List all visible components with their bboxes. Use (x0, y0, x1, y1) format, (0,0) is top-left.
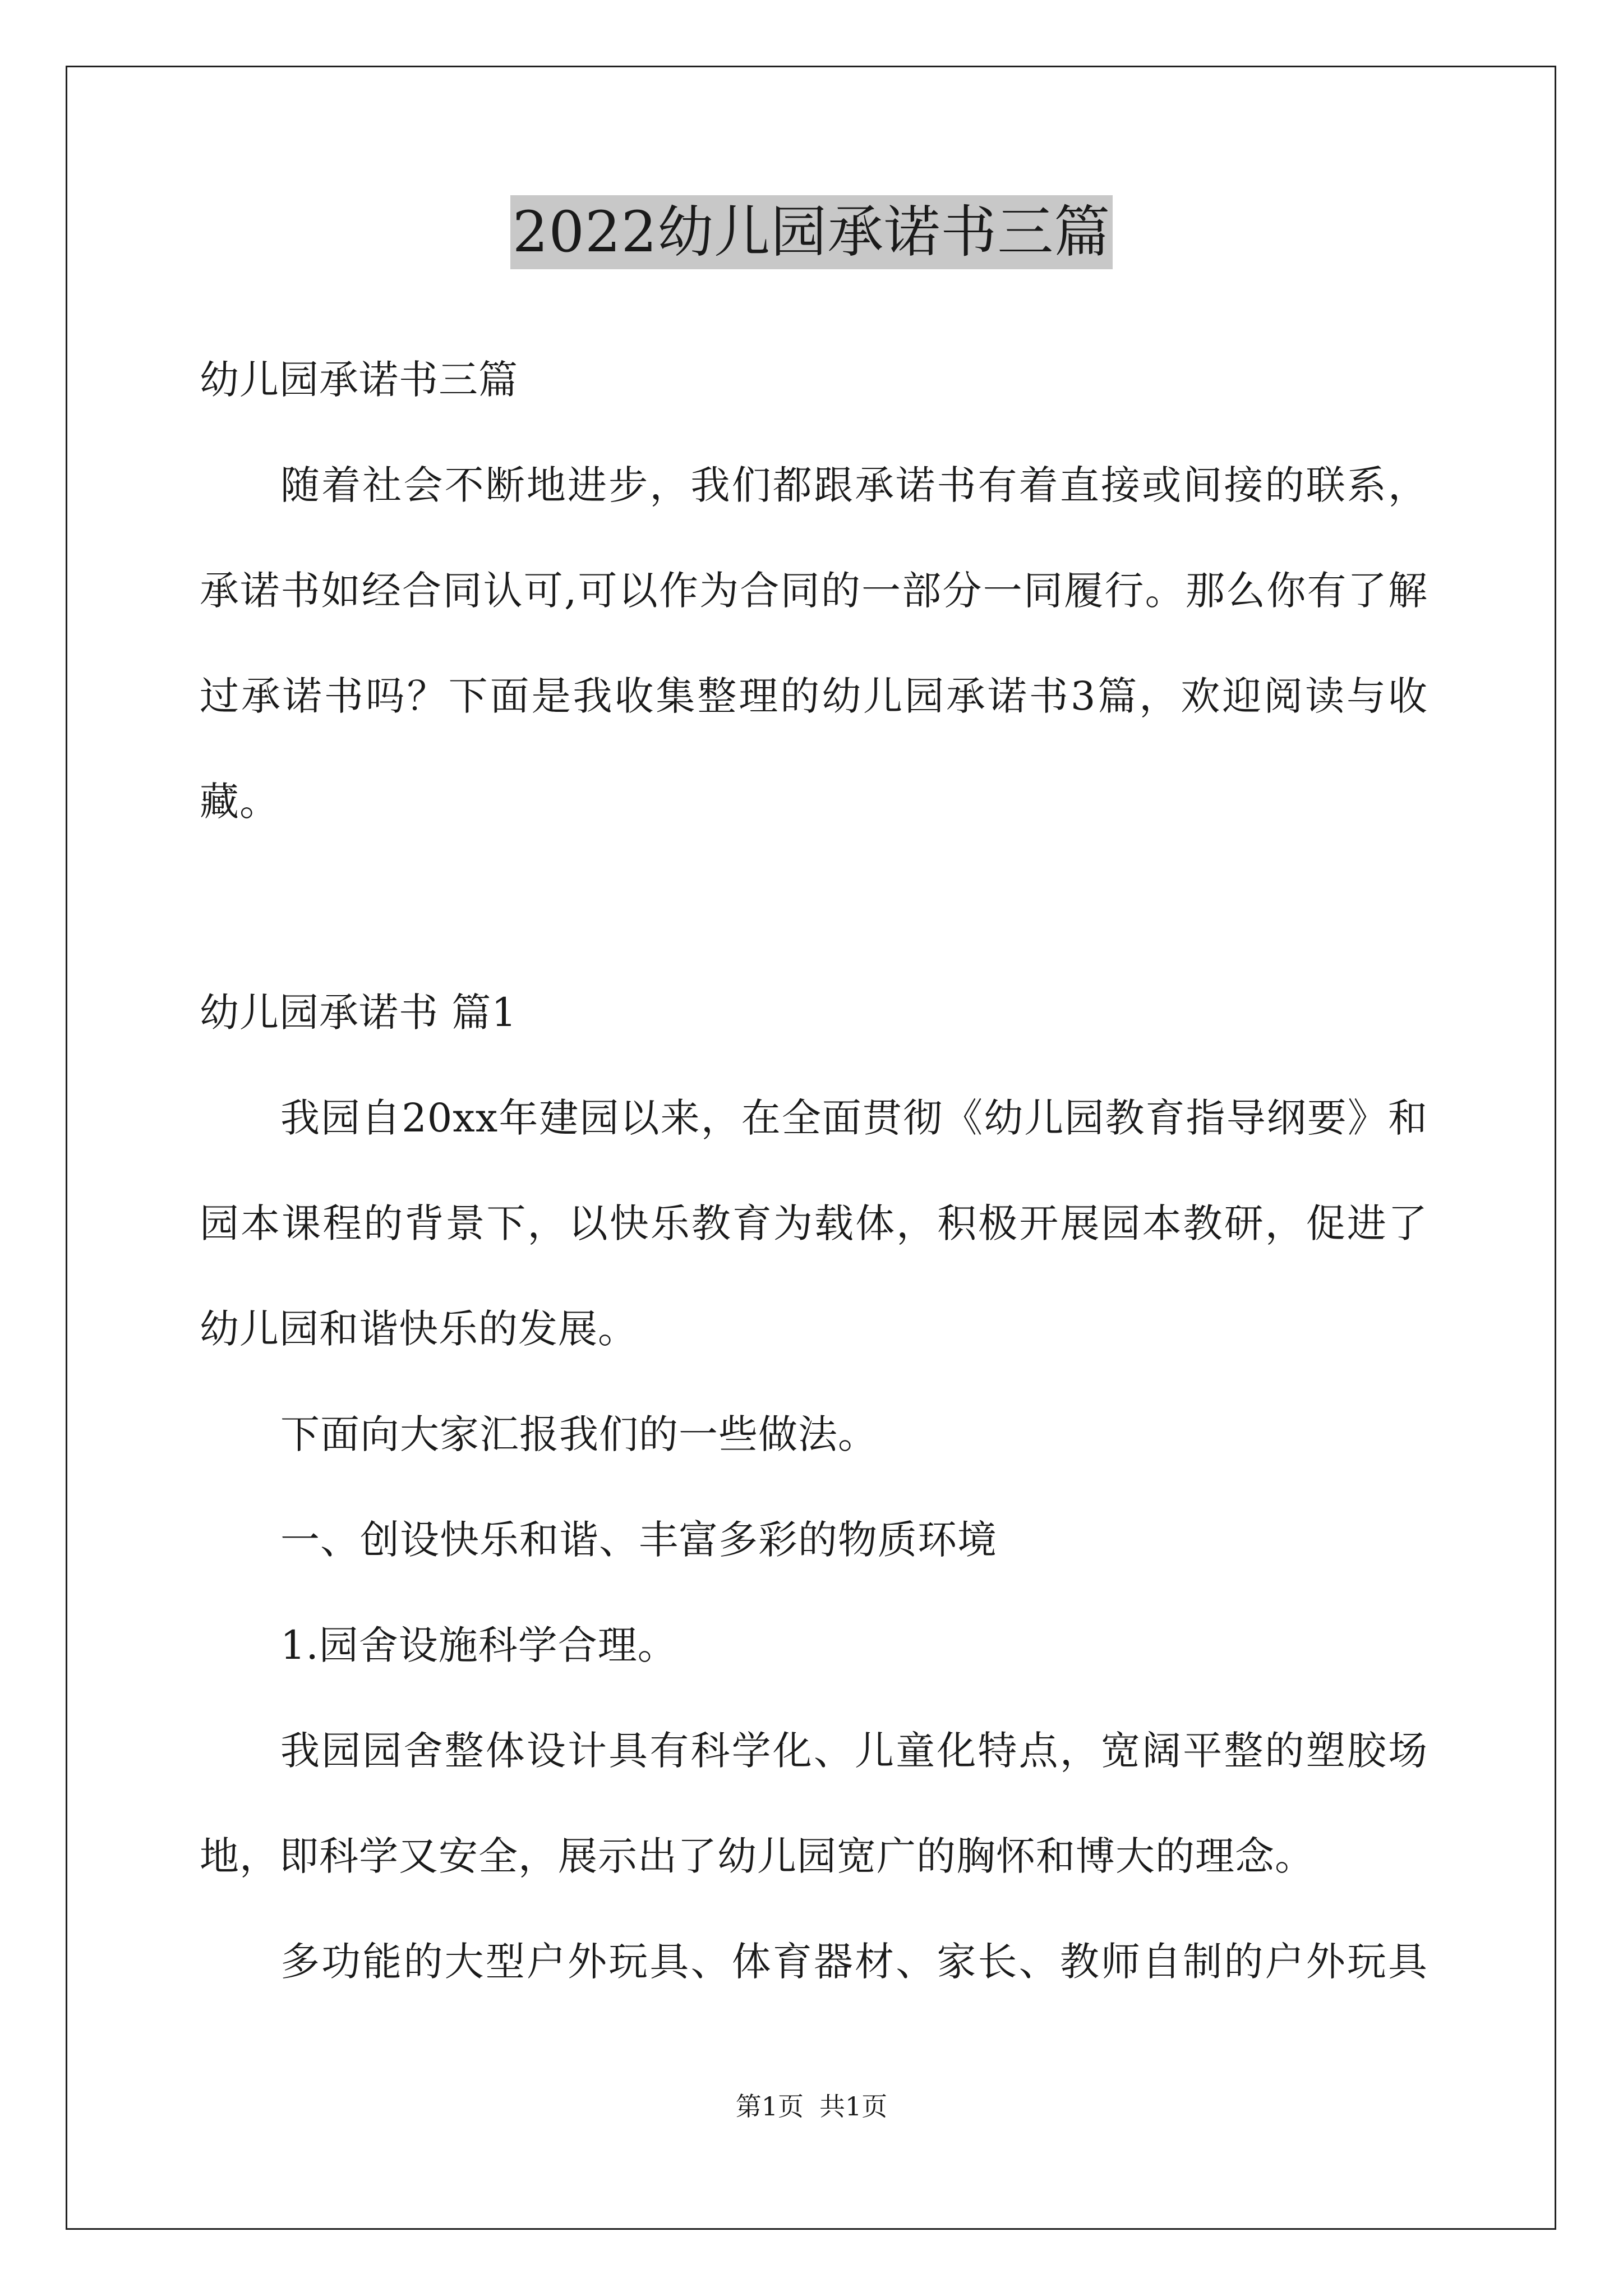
body-line: 一、创设快乐和谐、丰富多彩的物质环境 (280, 1517, 997, 1563)
document-title: 2022幼儿园承诺书三篇 (510, 195, 1113, 269)
title-container (0, 195, 1623, 269)
intro-line: 过承诺书吗？下面是我收集整理的幼儿园承诺书3篇，欢迎阅读与收 (200, 673, 1428, 719)
intro-line: 承诺书如经合同认可,可以作为合同的一部分一同履行。那么你有了解 (200, 568, 1428, 614)
body-line: 园本课程的背景下，以快乐教育为载体，积极开展园本教研，促进了 (200, 1200, 1428, 1246)
page-number: 第1页 (735, 2091, 804, 2122)
intro-line: 藏。 (200, 779, 279, 825)
page-total: 共1页 (819, 2091, 888, 2122)
body-line: 地，即科学又安全，展示出了幼儿园宽广的胸怀和博大的理念。 (200, 1833, 1315, 1879)
body-line: 1.园舍设施科学合理。 (280, 1622, 677, 1668)
body-line: 多功能的大型户外玩具、体育器材、家长、教师自制的户外玩具 (280, 1939, 1428, 1985)
body-line: 我园园舍整体设计具有科学化、儿童化特点，宽阔平整的塑胶场 (280, 1728, 1428, 1774)
body-line: 幼儿园和谐快乐的发展。 (200, 1306, 638, 1352)
intro-line: 随着社会不断地进步，我们都跟承诺书有着直接或间接的联系， (280, 462, 1428, 508)
body-line: 我园自20xx年建园以来，在全面贯彻《幼儿园教育指导纲要》和 (280, 1095, 1428, 1141)
body-line: 下面向大家汇报我们的一些做法。 (280, 1411, 878, 1457)
page-footer (0, 2090, 1623, 2123)
section-heading: 幼儿园承诺书 篇1 (200, 990, 517, 1036)
document-subtitle: 幼儿园承诺书三篇 (200, 357, 518, 403)
